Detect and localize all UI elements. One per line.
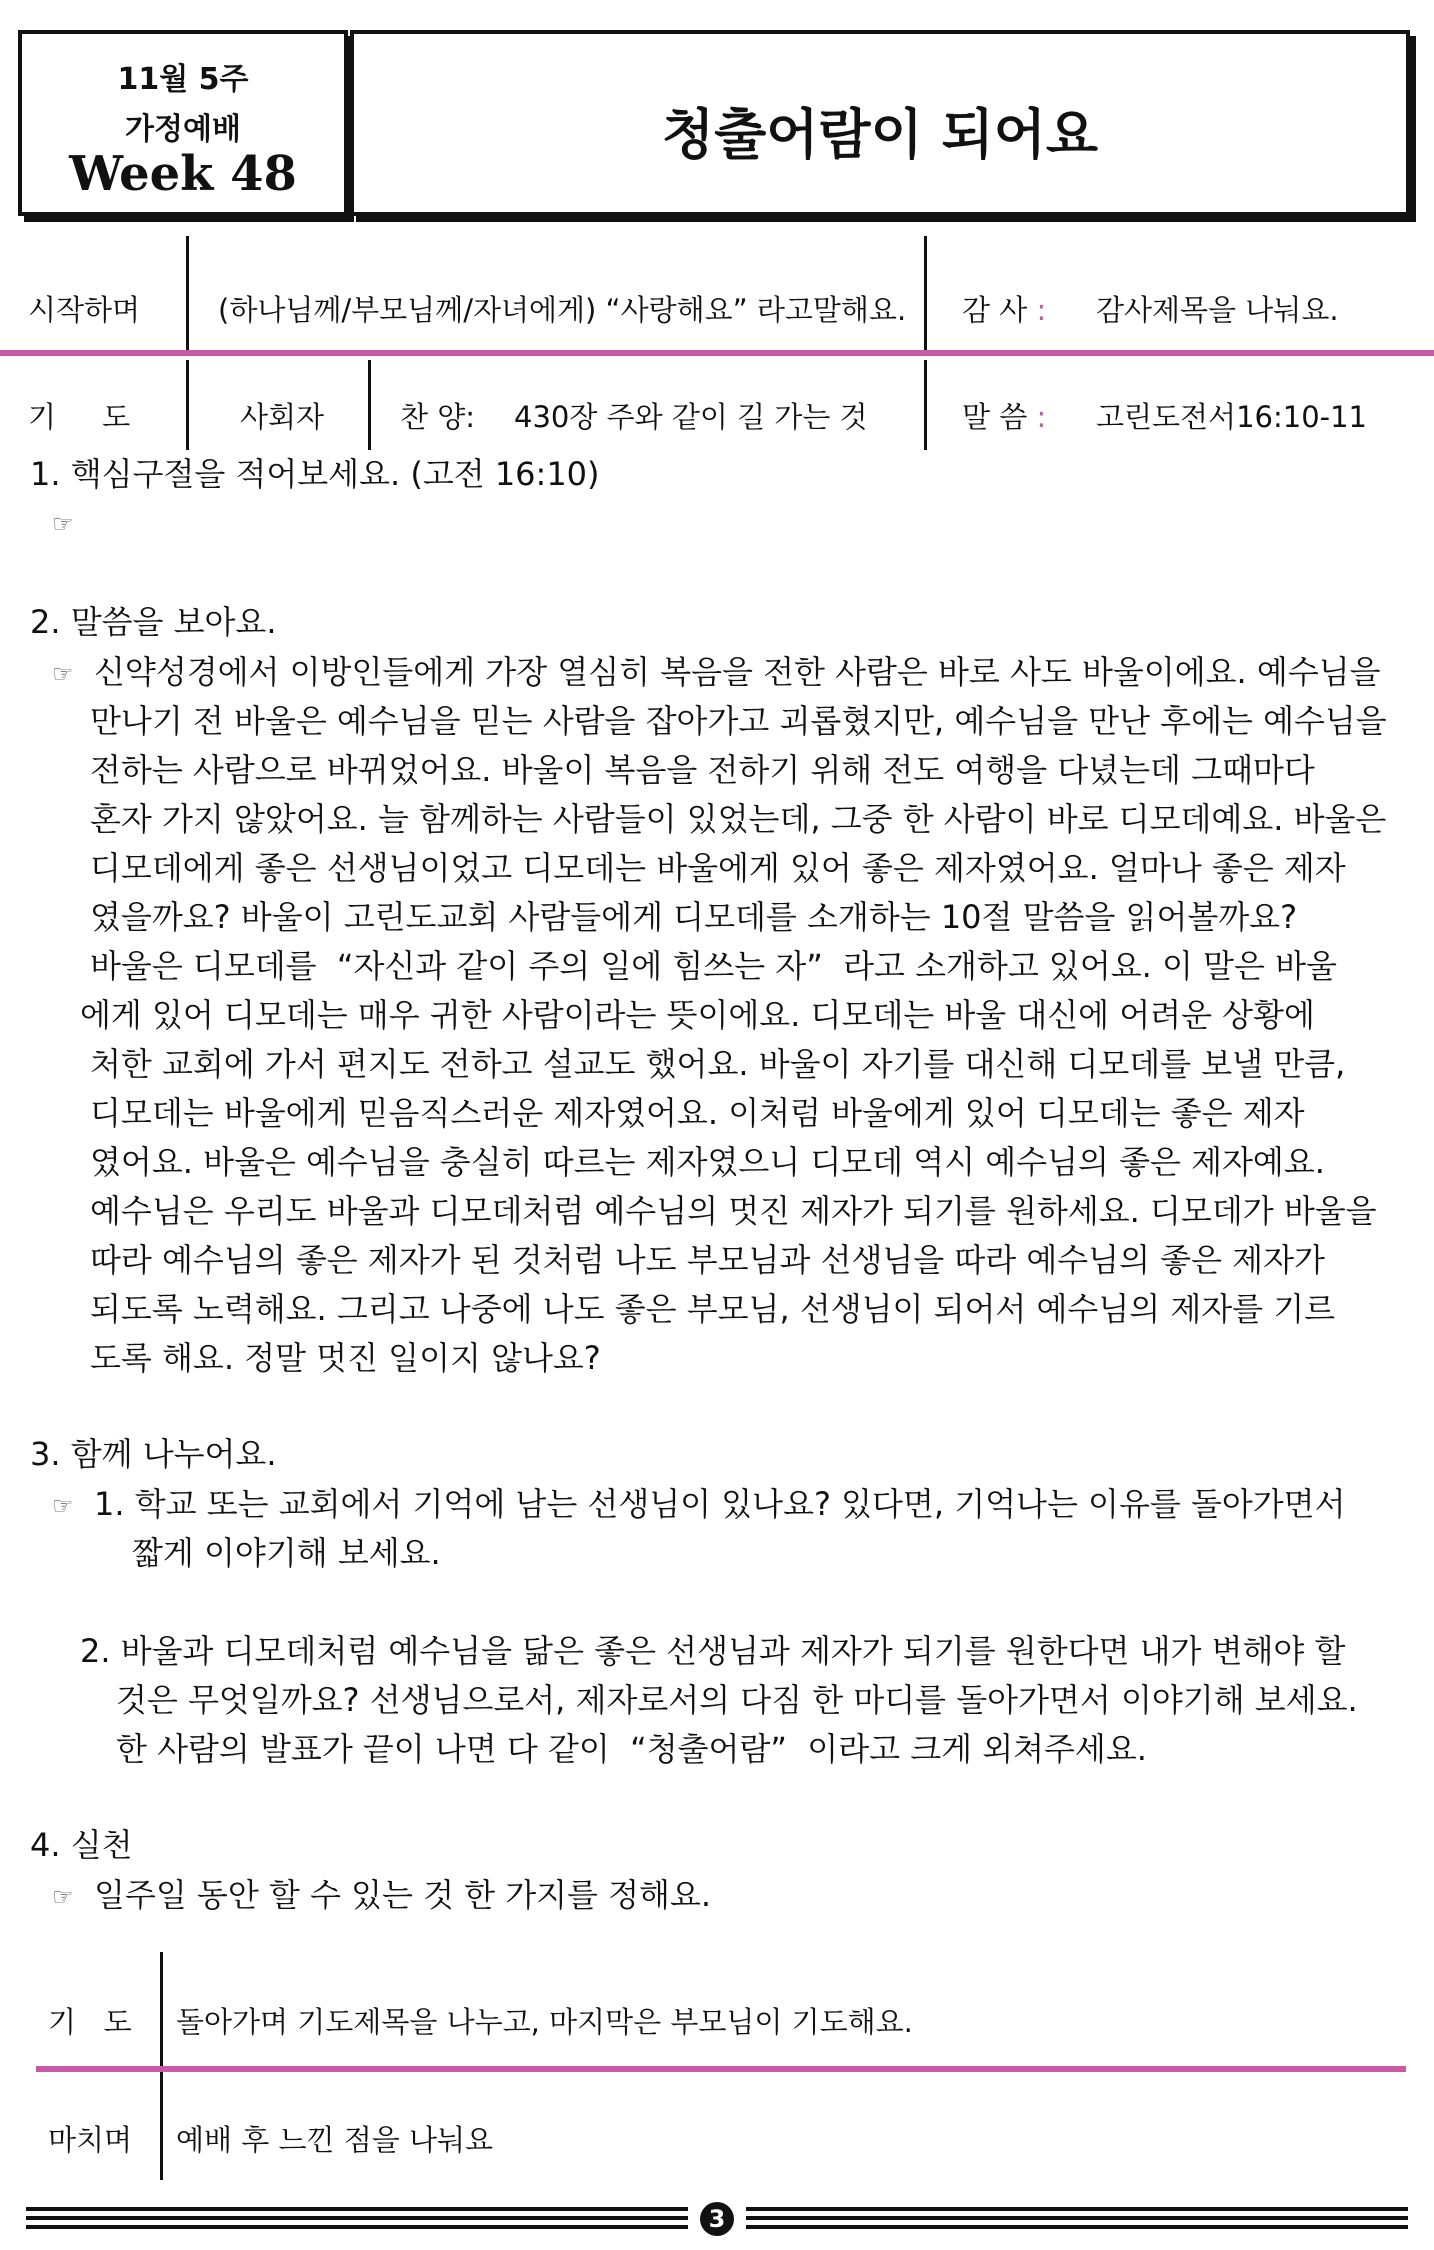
body-line: 만나기 전 바울은 예수님을 믿는 사람을 잡아가고 괴롭혔지만, 예수님을 만난 후에는 예수님을	[90, 702, 1387, 740]
body-line: 에게 있어 디모데는 매우 귀한 사람이라는 뜻이에요. 디모데는 바울 대신에 어려운 상황에	[80, 996, 1315, 1034]
footer-line	[746, 2225, 1408, 2229]
hymn-text: 430장 주와 같이 길 가는 것	[514, 400, 868, 434]
practice-text: 일주일 동안 할 수 있는 것 한 가지를 정해요.	[94, 1876, 712, 1914]
body-line: 되도록 노력해요. 그리고 나중에 나도 좋은 부모님, 선생님이 되어서 예수님의 제자를 기르	[90, 1290, 1336, 1328]
body-line: 바울은 디모데를 “자신과 같이 주의 일에 힘쓰는 자” 라고 소개하고 있어요. 이 말은 바울	[90, 947, 1337, 985]
body-line: 처한 교회에 가서 편지도 전하고 설교도 했어요. 바울이 자기를 대신해 디모데를 보낼 만큼,	[90, 1045, 1346, 1083]
pointing-hand-icon: ☞	[52, 1883, 74, 1911]
section-3-title: 3. 함께 나누어요.	[30, 1435, 277, 1473]
pointing-hand-icon: ☞	[52, 1492, 74, 1520]
word-text: 고린도전서16:10-11	[1096, 400, 1368, 434]
divider	[924, 236, 927, 352]
question-line: 2. 바울과 디모데처럼 예수님을 닮은 좋은 선생님과 제자가 되기를 원한다면 내가 변해야 할	[80, 1632, 1346, 1670]
footer-line	[26, 2225, 688, 2229]
footer-line	[26, 2216, 688, 2220]
week-box	[18, 30, 348, 216]
title-box	[350, 30, 1410, 216]
thanks-text: 감사제목을 나눠요.	[1096, 293, 1339, 327]
section-1-title: 1. 핵심구절을 적어보세요. (고전 16:10)	[30, 455, 600, 493]
divider	[368, 360, 371, 450]
body-line: 도록 해요. 정말 멋진 일이지 않나요?	[90, 1339, 601, 1377]
start-text: (하나님께/부모님께/자녀에게) “사랑해요” 라고말해요.	[218, 293, 907, 327]
closing-end-text: 예배 후 느낀 점을 나눠요	[176, 2123, 494, 2157]
prayer-label: 기 도	[28, 400, 131, 434]
service-name: 가정예배	[125, 112, 241, 147]
thanks-label: 감 사 :	[962, 293, 1047, 327]
page-title: 청출어람이 되어요	[661, 103, 1099, 166]
closing-end-label: 마치며	[48, 2123, 133, 2157]
start-label: 시작하며	[28, 293, 141, 327]
question-line: 1. 학교 또는 교회에서 기억에 남는 선생님이 있나요? 있다면, 기억나는 이유를 돌아가면서	[94, 1485, 1346, 1523]
week-date: 11월 5주	[117, 62, 249, 97]
pointing-hand-icon: ☞	[52, 510, 74, 538]
body-line: 였을까요? 바울이 고린도교회 사람들에게 디모데를 소개하는 10절 말씀을 읽어볼까요?	[90, 898, 1298, 936]
body-line: 예수님은 우리도 바울과 디모데처럼 예수님의 멋진 제자가 되기를 원하세요. 디모데가 바울을	[90, 1192, 1377, 1230]
footer-line	[746, 2216, 1408, 2220]
row-divider	[36, 2066, 1406, 2072]
body-line: 따라 예수님의 좋은 제자가 된 것처럼 나도 부모님과 선생님을 따라 예수님의 좋은 제자가	[90, 1241, 1325, 1279]
footer-line	[746, 2207, 1408, 2211]
section-4-title: 4. 실천	[30, 1826, 133, 1864]
question-line: 것은 무엇일까요? 선생님으로서, 제자로서의 다짐 한 마디를 돌아가면서 이야기해 보세요.	[116, 1681, 1358, 1719]
divider	[186, 360, 189, 450]
closing-prayer-label: 기 도	[48, 2005, 132, 2039]
row-divider	[0, 350, 1434, 356]
hymn-label: 찬 양:	[400, 400, 476, 434]
leader-label: 사회자	[240, 400, 325, 434]
body-line: 혼자 가지 않았어요. 늘 함께하는 사람들이 있었는데, 그중 한 사람이 바로 디모데예요. 바울은	[90, 800, 1387, 838]
pointing-hand-icon: ☞	[52, 660, 74, 688]
page-number: 3	[700, 2202, 734, 2236]
divider	[186, 236, 189, 352]
body-line: 신약성경에서 이방인들에게 가장 열심히 복음을 전한 사람은 바로 사도 바울이에요. 예수님을	[94, 653, 1381, 691]
body-line: 였어요. 바울은 예수님을 충실히 따르는 제자였으니 디모데 역시 예수님의 좋은 제자예요.	[90, 1143, 1325, 1181]
divider	[924, 360, 927, 450]
body-line: 디모데에게 좋은 선생님이었고 디모데는 바울에게 있어 좋은 제자였어요. 얼마나 좋은 제자	[90, 849, 1346, 887]
body-line: 전하는 사람으로 바뀌었어요. 바울이 복음을 전하기 위해 전도 여행을 다녔는데 그때마다	[90, 751, 1315, 789]
body-line: 디모데는 바울에게 믿음직스러운 제자였어요. 이처럼 바울에게 있어 디모데는 좋은 제자	[90, 1094, 1305, 1132]
word-label: 말 씀 :	[962, 400, 1047, 434]
section-2-title: 2. 말씀을 보아요.	[30, 603, 277, 641]
week-number: Week 48	[69, 146, 297, 202]
closing-prayer-text: 돌아가며 기도제목을 나누고, 마지막은 부모님이 기도해요.	[176, 2005, 913, 2039]
footer-line	[26, 2207, 688, 2211]
question-line: 한 사람의 발표가 끝이 나면 다 같이 “청출어람” 이라고 크게 외쳐주세요.	[116, 1730, 1147, 1768]
question-line: 짧게 이야기해 보세요.	[132, 1534, 441, 1572]
